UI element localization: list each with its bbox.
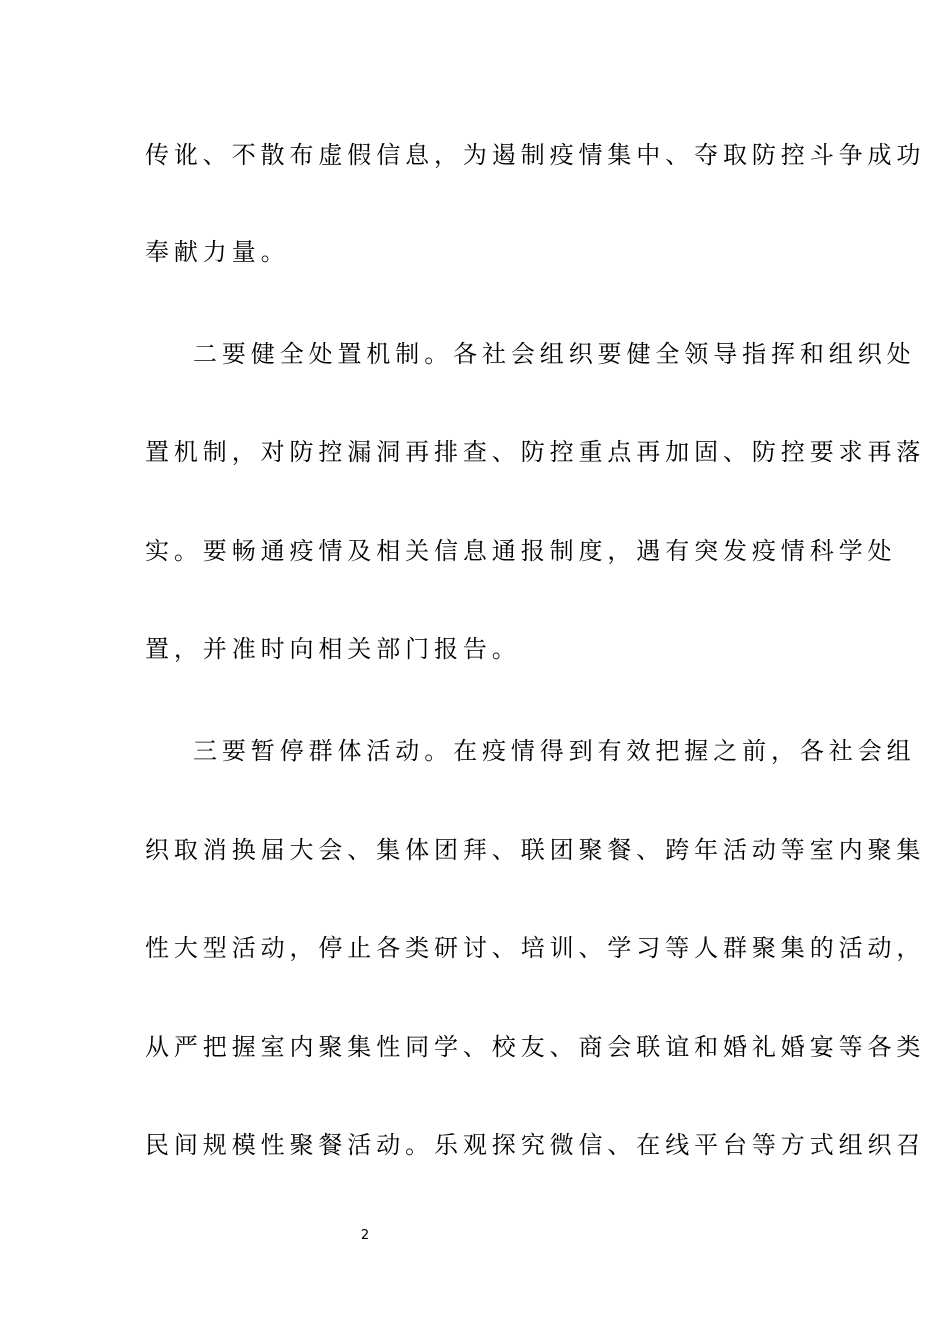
paragraph-3-line-5: 民间规模性聚餐活动。乐观探究微信、在线平台等方式组织召 xyxy=(145,1131,926,1159)
paragraph-2-line-3: 实。要畅通疫情及相关信息通报制度，遇有突发疫情科学处 xyxy=(145,537,897,565)
paragraph-3-line-1: 三要暂停群体活动。在疫情得到有效把握之前，各社会组 xyxy=(193,737,916,765)
paragraph-2-line-2: 置机制，对防控漏洞再排查、防控重点再加固、防控要求再落 xyxy=(145,438,926,466)
page-number: 2 xyxy=(360,1228,370,1243)
paragraph-2-line-4: 置，并准时向相关部门报告。 xyxy=(145,635,521,663)
paragraph-3-line-2: 织取消换届大会、集体团拜、联团聚餐、跨年活动等室内聚集 xyxy=(145,836,926,864)
paragraph-3-line-4: 从严把握室内聚集性同学、校友、商会联谊和婚礼婚宴等各类 xyxy=(145,1033,926,1061)
text-line-2: 奉献力量。 xyxy=(145,238,290,266)
text-line-1: 传讹、不散布虚假信息，为遏制疫情集中、夺取防控斗争成功 xyxy=(145,141,926,169)
paragraph-3-line-3: 性大型活动，停止各类研讨、培训、学习等人群聚集的活动， xyxy=(145,934,926,962)
paragraph-2-line-1: 二要健全处置机制。各社会组织要健全领导指挥和组织处 xyxy=(193,340,916,368)
